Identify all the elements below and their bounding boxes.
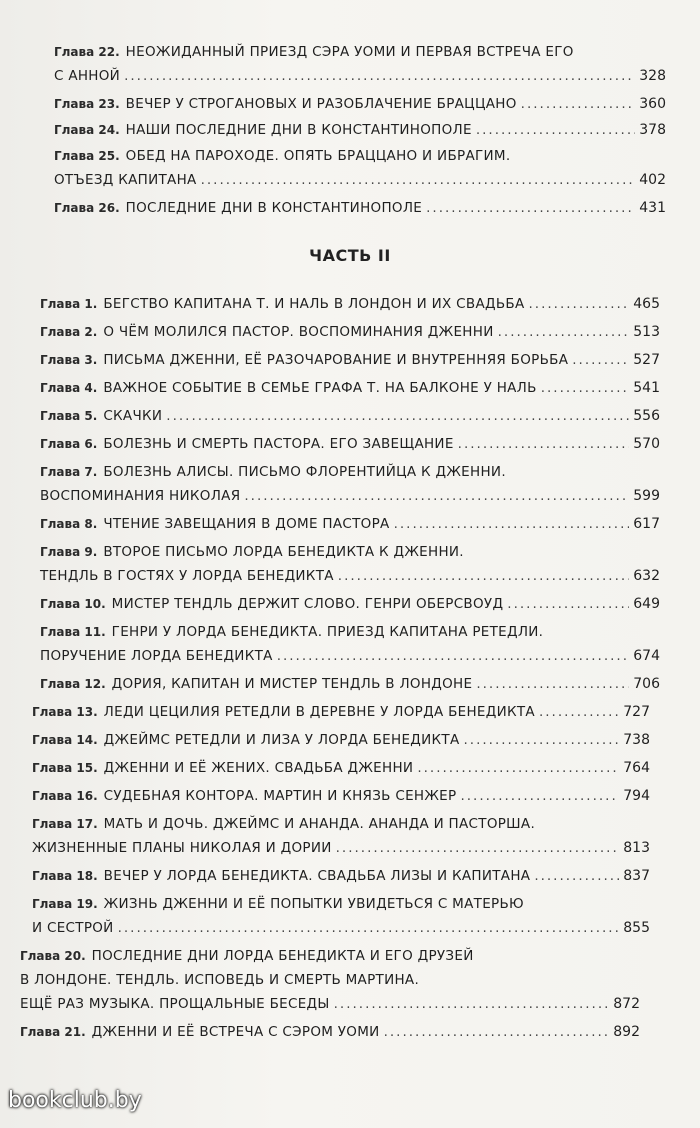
page-number: 794	[623, 788, 650, 804]
chapter-number: Глава 11.	[40, 625, 106, 639]
chapter-title: БЕГСТВО КАПИТАНА Т. И НАЛЬ В ЛОНДОН И ИХ СВАДЬБА	[103, 296, 525, 312]
toc-entry-line	[32, 728, 650, 752]
page-number: 813	[623, 840, 650, 856]
toc-entry-line	[40, 484, 660, 508]
toc-entry	[32, 728, 650, 752]
dot-leader	[528, 292, 629, 316]
chapter-title: ДЖЕЙМС РЕТЕДЛИ И ЛИЗА У ЛОРДА БЕНЕДИКТА	[103, 732, 460, 748]
toc-entry-line	[32, 812, 650, 836]
toc-entry-line	[40, 540, 660, 564]
chapter-title: МИСТЕР ТЕНДЛЬ ДЕРЖИТ СЛОВО. ГЕНРИ ОБЕРСВОУД	[111, 596, 504, 612]
chapter-title: ТЕНДЛЬ В ГОСТЯХ У ЛОРДА БЕНЕДИКТА	[40, 568, 334, 584]
dot-leader	[277, 644, 630, 668]
toc-entry-line	[20, 992, 640, 1016]
page-number: 328	[639, 68, 666, 84]
toc-entry-line	[20, 944, 640, 968]
chapter-title: ВЕЧЕР У СТРОГАНОВЫХ И РАЗОБЛАЧЕНИЕ БРАЦЦАНО	[125, 96, 517, 112]
toc-entry	[40, 320, 660, 344]
toc-entry-line	[40, 376, 660, 400]
chapter-title: ОБЕД НА ПАРОХОДЕ. ОПЯТЬ БРАЦЦАНО И ИБРАГИМ.	[125, 148, 511, 164]
chapter-number: Глава 22.	[54, 45, 120, 59]
dot-leader	[394, 512, 630, 536]
dot-leader	[539, 700, 619, 724]
dot-leader	[458, 432, 630, 456]
toc-entry-line	[40, 320, 660, 344]
dot-leader	[417, 756, 619, 780]
chapter-title: ПИСЬМА ДЖЕННИ, ЕЁ РАЗОЧАРОВАНИЕ И ВНУТРЕННЯЯ БОРЬБА	[103, 352, 569, 368]
page-number: 599	[633, 488, 660, 504]
chapter-number: Глава 6.	[40, 437, 98, 451]
chapter-title: ОТЪЕЗД КАПИТАНА	[54, 172, 197, 188]
page-number: 855	[623, 920, 650, 936]
toc-entry-line	[40, 672, 660, 696]
chapter-title: ЖИЗНЕННЫЕ ПЛАНЫ НИКОЛАЯ И ДОРИИ	[32, 840, 332, 856]
dot-leader	[166, 404, 629, 428]
toc-entry-line	[40, 404, 660, 428]
dot-leader	[334, 992, 610, 1016]
dot-leader	[476, 118, 635, 142]
chapter-number: Глава 15.	[32, 761, 98, 775]
toc-entry	[40, 540, 660, 588]
page-number: 617	[633, 516, 660, 532]
chapter-number: Глава 1.	[40, 297, 98, 311]
dot-leader	[338, 564, 629, 588]
chapter-number: Глава 5.	[40, 409, 98, 423]
chapter-title: ВОСПОМИНАНИЯ НИКОЛАЯ	[40, 488, 241, 504]
toc-entry-line	[32, 756, 650, 780]
toc-entry-line	[40, 592, 660, 616]
chapter-number: Глава 13.	[32, 705, 98, 719]
page-number: 706	[633, 676, 660, 692]
dot-leader	[244, 484, 629, 508]
toc-entry-line	[54, 196, 666, 220]
toc-entry	[32, 892, 650, 940]
watermark: bookclub.by	[8, 1088, 142, 1113]
toc-entry-line	[40, 620, 660, 644]
chapter-title: НЕОЖИДАННЫЙ ПРИЕЗД СЭРА УОМИ И ПЕРВАЯ ВСТРЕЧА ЕГО	[125, 44, 574, 60]
dot-leader	[541, 376, 630, 400]
chapter-title: ВТОРОЕ ПИСЬМО ЛОРДА БЕНЕДИКТА К ДЖЕННИ.	[103, 544, 464, 560]
dot-leader	[426, 196, 635, 220]
toc-entry-line	[54, 144, 666, 168]
dot-leader	[498, 320, 630, 344]
page-number: 360	[639, 96, 666, 112]
chapter-number: Глава 16.	[32, 789, 98, 803]
chapter-title: НАШИ ПОСЛЕДНИЕ ДНИ В КОНСТАНТИНОПОЛЕ	[125, 122, 472, 138]
dot-leader	[460, 784, 619, 808]
toc-entry	[20, 1020, 640, 1044]
toc-entry	[32, 784, 650, 808]
chapter-title: ПОСЛЕДНИЕ ДНИ В КОНСТАНТИНОПОЛЕ	[125, 200, 423, 216]
chapter-number: Глава 4.	[40, 381, 98, 395]
toc-entry	[40, 292, 660, 316]
chapter-title: ВАЖНОЕ СОБЫТИЕ В СЕМЬЕ ГРАФА Т. НА БАЛКОНЕ У НАЛЬ	[103, 380, 537, 396]
page-number: 541	[633, 380, 660, 396]
toc-entry-line	[54, 64, 666, 88]
toc-entry	[40, 620, 660, 668]
toc-entry	[20, 944, 640, 1016]
chapter-title: ЛЕДИ ЦЕЦИЛИЯ РЕТЕДЛИ В ДЕРЕВНЕ У ЛОРДА БЕНЕДИКТА	[103, 704, 535, 720]
chapter-number: Глава 24.	[54, 123, 120, 137]
chapter-title: ДОРИЯ, КАПИТАН И МИСТЕР ТЕНДЛЬ В ЛОНДОНЕ	[111, 676, 473, 692]
chapter-title: БОЛЕЗНЬ АЛИСЫ. ПИСЬМО ФЛОРЕНТИЙЦА К ДЖЕННИ.	[103, 464, 506, 480]
chapter-title: ПОРУЧЕНИЕ ЛОРДА БЕНЕДИКТА	[40, 648, 273, 664]
page-number: 527	[633, 352, 660, 368]
chapter-number: Глава 25.	[54, 149, 120, 163]
toc-entry-line	[20, 1020, 640, 1044]
chapter-title: СУДЕБНАЯ КОНТОРА. МАРТИН И КНЯЗЬ СЕНЖЕР	[103, 788, 457, 804]
toc-entry	[40, 376, 660, 400]
chapter-number: Глава 26.	[54, 201, 120, 215]
chapter-number: Глава 17.	[32, 817, 98, 831]
toc-entry	[40, 512, 660, 536]
page-number: 872	[613, 996, 640, 1012]
dot-leader	[507, 592, 629, 616]
dot-leader	[124, 64, 635, 88]
toc-entry	[54, 118, 666, 142]
chapter-title: ДЖЕННИ И ЕЁ ЖЕНИХ. СВАДЬБА ДЖЕННИ	[103, 760, 414, 776]
chapter-number: Глава 3.	[40, 353, 98, 367]
toc-entry-line	[32, 892, 650, 916]
chapter-number: Глава 8.	[40, 517, 98, 531]
toc-entry-line	[40, 348, 660, 372]
chapter-number: Глава 12.	[40, 677, 106, 691]
toc-entry-line	[40, 432, 660, 456]
page-number: 513	[633, 324, 660, 340]
toc-entry-line	[40, 564, 660, 588]
chapter-number: Глава 9.	[40, 545, 98, 559]
chapter-title: ГЕНРИ У ЛОРДА БЕНЕДИКТА. ПРИЕЗД КАПИТАНА РЕТЕДЛИ.	[111, 624, 544, 640]
toc-entry-line	[54, 92, 666, 116]
toc-entry	[40, 592, 660, 616]
dot-leader	[384, 1020, 610, 1044]
toc-entry-line	[54, 168, 666, 192]
toc-entry	[32, 700, 650, 724]
chapter-title: БОЛЕЗНЬ И СМЕРТЬ ПАСТОРА. ЕГО ЗАВЕЩАНИЕ	[103, 436, 454, 452]
page-number: 465	[633, 296, 660, 312]
dot-leader	[118, 916, 620, 940]
page-number: 431	[639, 200, 666, 216]
chapter-title: ПОСЛЕДНИЕ ДНИ ЛОРДА БЕНЕДИКТА И ЕГО ДРУЗЕЙ	[91, 948, 474, 964]
dot-leader	[521, 92, 636, 116]
dot-leader	[572, 348, 629, 372]
toc-entry	[54, 196, 666, 220]
toc-entry-line	[32, 784, 650, 808]
toc-entry	[54, 92, 666, 116]
toc-entry	[40, 348, 660, 372]
chapter-title: О ЧЁМ МОЛИЛСЯ ПАСТОР. ВОСПОМИНАНИЯ ДЖЕННИ	[103, 324, 494, 340]
toc-entry-line	[32, 864, 650, 888]
chapter-number: Глава 23.	[54, 97, 120, 111]
chapter-number: Глава 20.	[20, 949, 86, 963]
chapter-number: Глава 19.	[32, 897, 98, 911]
chapter-title: СКАЧКИ	[103, 408, 163, 424]
toc-entry	[32, 864, 650, 888]
chapter-number: Глава 21.	[20, 1025, 86, 1039]
toc-entry-line	[40, 292, 660, 316]
toc-entry	[40, 672, 660, 696]
dot-leader	[336, 836, 620, 860]
page-number: 764	[623, 760, 650, 776]
toc-entry-line	[32, 916, 650, 940]
page-number: 402	[639, 172, 666, 188]
toc-entry-line	[40, 644, 660, 668]
page-number: 632	[633, 568, 660, 584]
dot-leader	[534, 864, 619, 888]
toc-entry-line	[54, 40, 666, 64]
chapter-title: ВЕЧЕР У ЛОРДА БЕНЕДИКТА. СВАДЬБА ЛИЗЫ И КАПИТАНА	[103, 868, 531, 884]
chapter-number: Глава 18.	[32, 869, 98, 883]
chapter-number: Глава 14.	[32, 733, 98, 747]
toc-entry	[40, 432, 660, 456]
chapter-title: И СЕСТРОЙ	[32, 920, 114, 936]
chapter-title: ЕЩЁ РАЗ МУЗЫКА. ПРОЩАЛЬНЫЕ БЕСЕДЫ	[20, 996, 330, 1012]
toc-entry	[40, 460, 660, 508]
dot-leader	[476, 672, 629, 696]
chapter-title: ЧТЕНИЕ ЗАВЕЩАНИЯ В ДОМЕ ПАСТОРА	[103, 516, 390, 532]
page-number: 378	[639, 122, 666, 138]
page-number: 649	[633, 596, 660, 612]
chapter-number: Глава 10.	[40, 597, 106, 611]
toc-entry-line	[54, 118, 666, 142]
page-number: 556	[633, 408, 660, 424]
page-number: 727	[623, 704, 650, 720]
toc-entry	[54, 144, 666, 192]
toc-entry	[40, 404, 660, 428]
page-number: 892	[613, 1024, 640, 1040]
page-number: 570	[633, 436, 660, 452]
toc-entry-line	[32, 836, 650, 860]
toc-entry	[54, 40, 666, 88]
toc-entry	[32, 756, 650, 780]
dot-leader	[464, 728, 620, 752]
toc-entry-line	[20, 968, 640, 992]
toc-entry-line	[40, 512, 660, 536]
chapter-title: С АННОЙ	[54, 68, 121, 84]
part-heading: ЧАСТЬ II	[309, 246, 391, 265]
chapter-title: ДЖЕННИ И ЕЁ ВСТРЕЧА С СЭРОМ УОМИ	[91, 1024, 380, 1040]
chapter-title: В ЛОНДОНЕ. ТЕНДЛЬ. ИСПОВЕДЬ И СМЕРТЬ МАРТИНА.	[20, 972, 420, 988]
page-number: 674	[633, 648, 660, 664]
chapter-title: ЖИЗНЬ ДЖЕННИ И ЕЁ ПОПЫТКИ УВИДЕТЬСЯ С МАТЕРЬЮ	[103, 896, 524, 912]
toc-entry-line	[40, 460, 660, 484]
dot-leader	[201, 168, 636, 192]
toc-entry	[32, 812, 650, 860]
toc-entry-line	[32, 700, 650, 724]
page-number: 837	[623, 868, 650, 884]
page-number: 738	[623, 732, 650, 748]
chapter-title: МАТЬ И ДОЧЬ. ДЖЕЙМС И АНАНДА. АНАНДА И ПАСТОРША.	[103, 816, 536, 832]
chapter-number: Глава 2.	[40, 325, 98, 339]
chapter-number: Глава 7.	[40, 465, 98, 479]
